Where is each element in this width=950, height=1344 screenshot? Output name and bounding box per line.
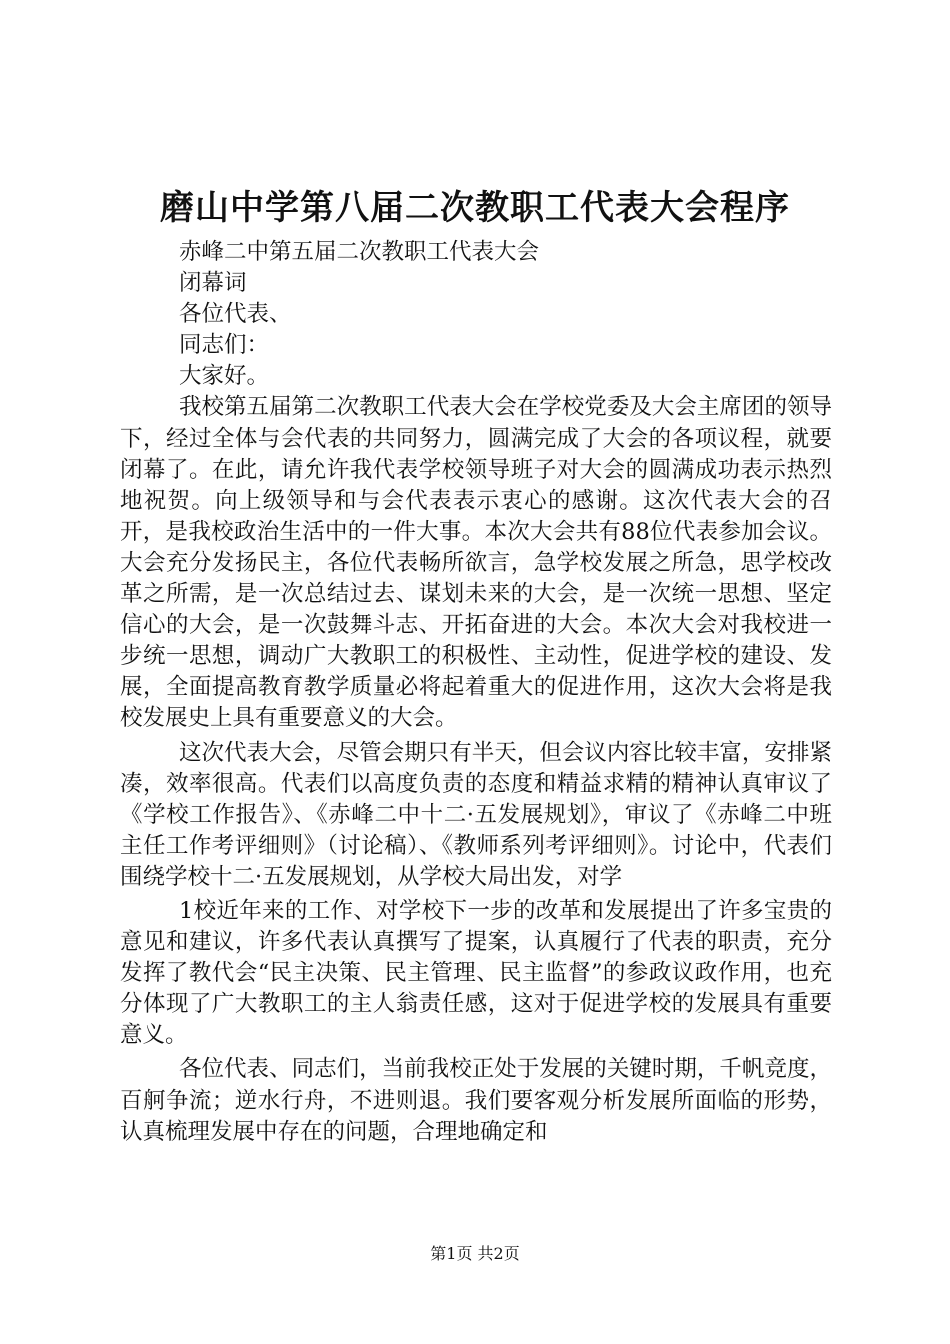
paragraph-3: 1校近年来的工作、对学校下一步的改革和发展提出了许多宝贵的意见和建议，许多代表认真撰写了提案，认真履行了代表的职责，充分发挥了教代会“民主决策、民主管理、民主监督”的参政议政作用，也充分体现了广大教职工的主人翁责任感，这对于促进学校的发展具有重要意义。 <box>120 897 832 1049</box>
header-line-hello: 大家好。 <box>179 363 270 390</box>
header-line-speech-type: 闭幕词 <box>179 270 247 297</box>
paragraph-4: 各位代表、同志们，当前我校正处于发展的关键时期，千帆竞度，百舸争流；逆水行舟，不进则退。我们要客观分析发展所面临的形势，认真梳理发展中存在的问题，合理地确定和 <box>120 1056 832 1145</box>
header-line-school: 赤峰二中第五届二次教职工代表大会 <box>179 239 540 265</box>
document-title: 磨山中学第八届二次教职工代表大会程序 <box>160 188 790 228</box>
header-line-greeting-comrades: 同志们： <box>179 332 270 359</box>
document-body <box>120 237 832 1148</box>
paragraph-1: 我校第五届第二次教职工代表大会在学校党委及大会主席团的领导下，经过全体与会代表的共同努力，圆满完成了大会的各项议程，就要闭幕了。在此，请允许我代表学校领导班子对大会的圆满成功表示热烈地祝贺。向上级领导和与会代表表示衷心的感谢。这次代表大会的召开，是我校政治生活中的一件大事。本次大会共有88位代表参加会议。大会充分发扬民主，各位代表畅所欲言，急学校发展之所急，思学校改革之所需，是一次总结过去、谋划未来的大会，是一次统一思想、坚定信心的大会，是一次鼓舞斗志、开拓奋进的大会。本次大会对我校进一步统一思想，调动广大教职工的积极性、主动性，促进学校的建设、发展，全面提高教育教学质量必将起着重大的促进作用，这次大会将是我校发展史上具有重要意义的大会。 <box>120 394 832 732</box>
page-footer: 第1页 共2页 <box>430 1244 520 1263</box>
header-line-greeting-delegates: 各位代表、 <box>179 301 292 328</box>
paragraph-2: 这次代表大会，尽管会期只有半天，但会议内容比较丰富，安排紧凑，效率很高。代表们以高度负责的态度和精益求精的精神认真审议了《学校工作报告》、《赤峰二中十二·五发展规划》，审议了《赤峰二中班主任工作考评细则》（讨论稿）、《教师系列考评细则》。讨论中，代表们围绕学校十二·五发展规划，从学校大局出发，对学 <box>120 739 832 890</box>
